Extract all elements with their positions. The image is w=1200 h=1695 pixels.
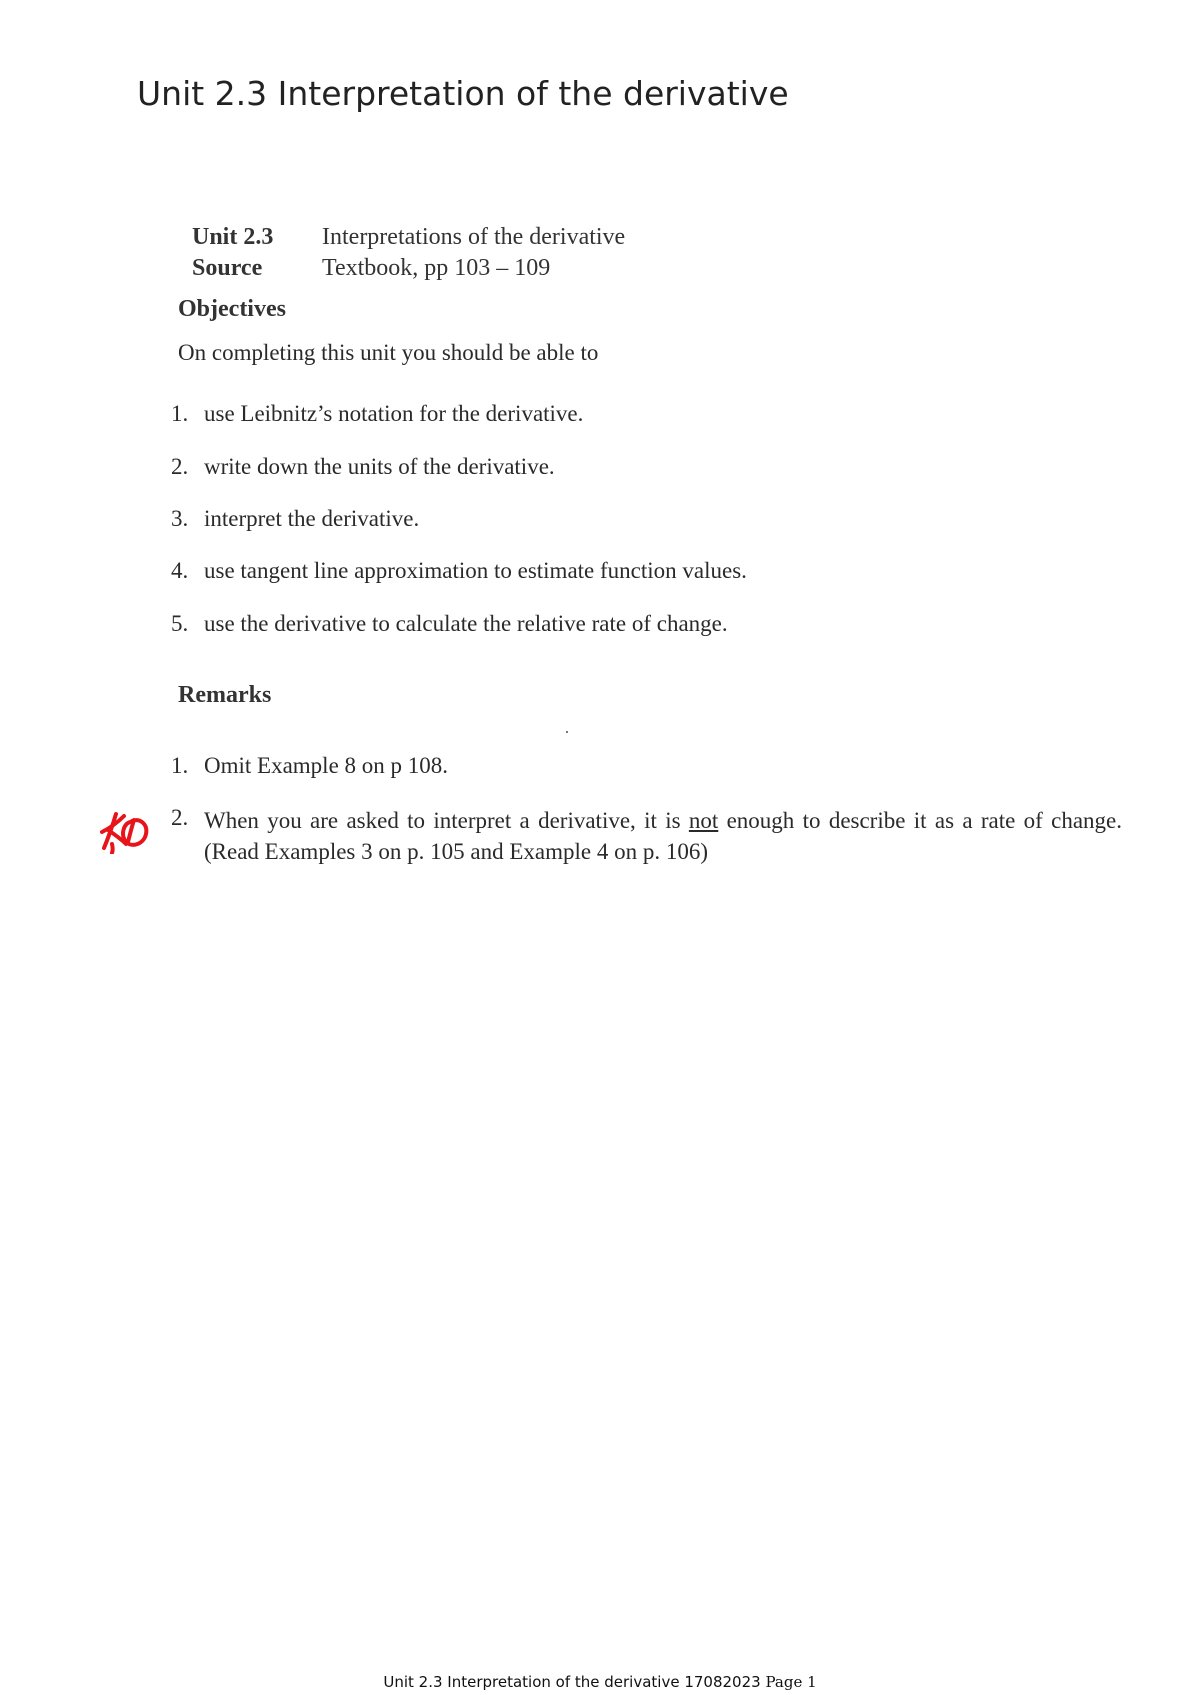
- page-footer: [0, 1673, 1200, 1691]
- footer-text: Unit 2.3 Interpretation of the derivative 17082023: [383, 1673, 761, 1691]
- remark-item: [171, 805, 1122, 867]
- remark-text-part: When you are asked to interpret a derivative, it is: [204, 808, 689, 833]
- source-label: Source: [192, 255, 263, 281]
- remark-text: Omit Example 8 on p 108.: [204, 753, 449, 778]
- remark-text: [204, 805, 1122, 867]
- source-value: Textbook, pp 103 – 109: [322, 255, 551, 281]
- objectives-intro: On completing this unit you should be able to: [178, 340, 599, 365]
- objective-item: [171, 506, 419, 532]
- stray-dot: [566, 731, 568, 733]
- objectives-heading: Objectives: [178, 296, 286, 322]
- objective-item: [171, 558, 747, 584]
- objective-number: 4.: [171, 558, 189, 583]
- objective-number: 2.: [171, 454, 189, 479]
- remark-number: 1.: [171, 753, 189, 778]
- objective-item: [171, 611, 728, 637]
- remark-item: [171, 753, 448, 779]
- objective-text: use the derivative to calculate the relative rate of change.: [204, 611, 728, 636]
- objective-number: 3.: [171, 506, 189, 531]
- objective-number: 1.: [171, 401, 189, 426]
- page-number: Page 1: [765, 1673, 817, 1691]
- underlined-word: not: [688, 808, 719, 833]
- handwritten-mark-icon: [100, 808, 156, 854]
- remark-number: 2.: [171, 805, 189, 830]
- unit-value: Interpretations of the derivative: [322, 224, 626, 250]
- objective-item: [171, 401, 583, 427]
- unit-label: Unit 2.3: [192, 224, 274, 250]
- objective-number: 5.: [171, 611, 189, 636]
- objective-text: use tangent line approximation to estimate function values.: [204, 558, 747, 583]
- page-title: Unit 2.3 Interpretation of the derivative: [137, 74, 789, 113]
- objective-item: [171, 454, 555, 480]
- remark-text-part: enough to describe it as a rate of change. (Read Examples 3 on p. 105 and Example 4 on p. 106): [204, 808, 1122, 864]
- objective-text: write down the units of the derivative.: [204, 454, 555, 479]
- remarks-heading: Remarks: [178, 682, 272, 708]
- objective-text: use Leibnitz’s notation for the derivative.: [204, 401, 584, 426]
- objective-text: interpret the derivative.: [204, 506, 420, 531]
